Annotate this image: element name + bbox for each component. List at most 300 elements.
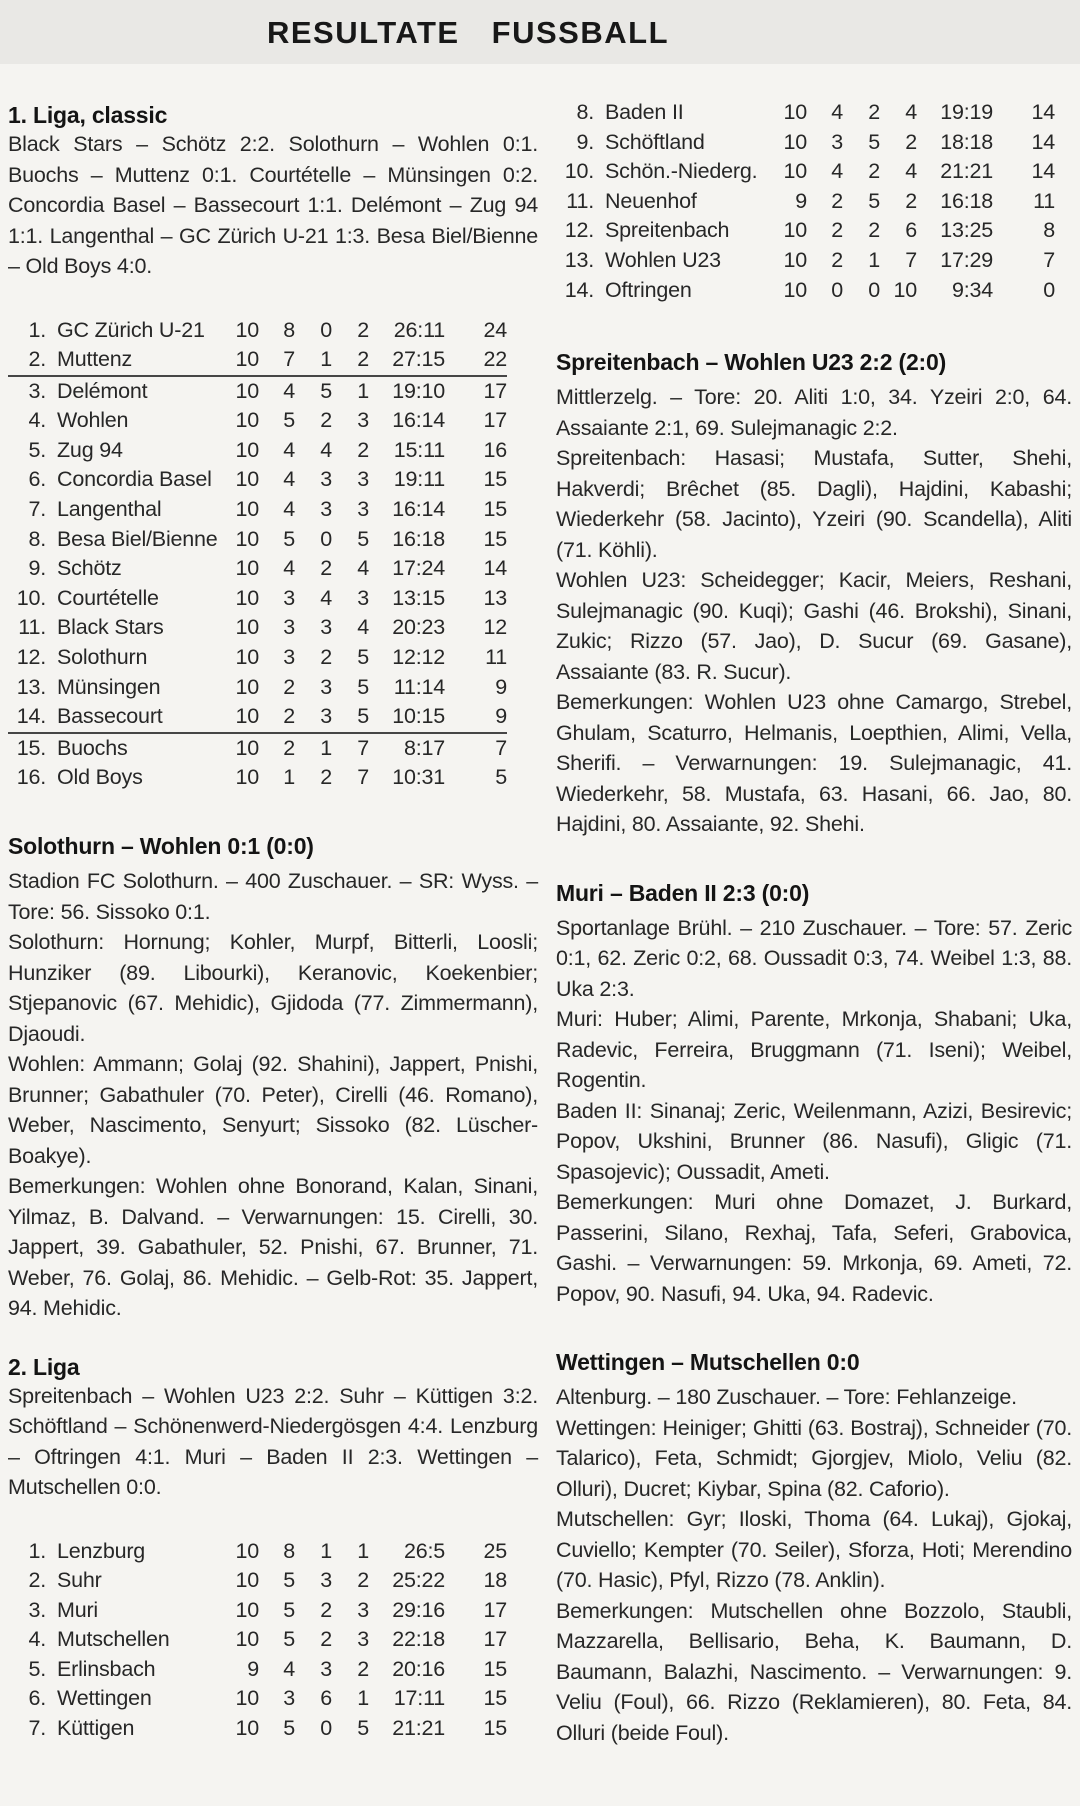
draws-cell: 0 <box>320 526 332 551</box>
rank-cell: 9. <box>28 556 46 581</box>
games-cell: 10 <box>235 408 259 433</box>
wins-cell: 3 <box>283 615 295 640</box>
goals-cell: 26:5 <box>403 1538 445 1563</box>
table-row <box>8 702 507 734</box>
standings-table-2-liga-top <box>8 1537 507 1744</box>
games-cell: 10 <box>235 437 259 462</box>
rank-cell: 9. <box>576 129 594 154</box>
wins-cell: 4 <box>283 378 295 403</box>
points-cell: 15 <box>483 497 507 522</box>
match-heading-muri-baden-ii: Muri – Baden II 2:3 (0:0) <box>556 879 810 906</box>
losses-cell: 2 <box>357 437 369 462</box>
match-report-paragraph: Altenburg. – 180 Zuschauer. – Tore: Fehlanzeige. <box>556 1385 1017 1410</box>
points-cell: 9 <box>495 674 507 699</box>
points-cell: 7 <box>1043 247 1055 272</box>
rank-cell: 12. <box>564 218 594 243</box>
goals-cell: 16:14 <box>392 497 445 522</box>
points-cell: 15 <box>483 1716 507 1741</box>
draws-cell: 0 <box>320 1716 332 1741</box>
rank-cell: 3. <box>28 378 46 403</box>
wins-cell: 8 <box>283 1538 295 1563</box>
points-cell: 13 <box>483 585 507 610</box>
goals-cell: 20:23 <box>392 615 445 640</box>
points-cell: 8 <box>1043 218 1055 243</box>
goals-cell: 8:17 <box>403 735 445 760</box>
points-cell: 12 <box>483 615 507 640</box>
match-section-spreitenbach-wohlen-u23 <box>556 349 1072 840</box>
wins-cell: 5 <box>283 526 295 551</box>
draws-cell: 2 <box>320 645 332 670</box>
goals-cell: 26:11 <box>393 317 445 342</box>
games-cell: 10 <box>235 674 259 699</box>
goals-cell: 12:12 <box>392 645 445 670</box>
match-heading-wettingen-mutschellen: Wettingen – Mutschellen 0:0 <box>556 1349 860 1376</box>
draws-cell: 3 <box>320 467 332 492</box>
losses-cell: 1 <box>357 378 369 403</box>
rank-cell: 13. <box>16 674 46 699</box>
wins-cell: 4 <box>283 437 295 462</box>
team-cell: Neuenhof <box>605 188 697 213</box>
games-cell: 10 <box>235 615 259 640</box>
goals-cell: 19:11 <box>393 467 445 492</box>
goals-cell: 25:22 <box>392 1568 445 1593</box>
team-cell: GC Zürich U-21 <box>57 317 205 342</box>
losses-cell: 5 <box>357 526 369 551</box>
table-row <box>8 316 507 346</box>
match-report-paragraph: Muri: Huber; Alimi, Parente, Mrkonja, Shabani; Uka, Radevic, Ferreira, Bruggmann (71. Iseni); Weibel, Rogentin. <box>556 1007 1072 1093</box>
rank-cell: 6. <box>28 1686 46 1711</box>
table-row <box>556 128 1055 158</box>
wins-cell: 7 <box>283 347 295 372</box>
page-title: RESULTATE FUSSBALL <box>266 15 670 50</box>
rank-cell: 3. <box>28 1597 46 1622</box>
rank-cell: 7. <box>28 497 46 522</box>
games-cell: 10 <box>235 1716 259 1741</box>
games-cell: 10 <box>235 765 259 790</box>
wins-cell: 4 <box>831 100 843 124</box>
games-cell: 10 <box>235 497 259 522</box>
games-cell: 10 <box>235 1627 259 1652</box>
rank-cell: 11. <box>566 188 594 213</box>
wins-cell: 0 <box>831 277 843 302</box>
wins-cell: 3 <box>283 1686 295 1711</box>
goals-cell: 17:29 <box>940 247 993 272</box>
losses-cell: 7 <box>905 247 917 272</box>
standings-table-1-liga <box>8 316 507 794</box>
points-cell: 24 <box>483 317 507 342</box>
losses-cell: 3 <box>357 1627 369 1652</box>
goals-cell: 10:31 <box>392 765 445 790</box>
games-cell: 10 <box>783 218 807 243</box>
goals-cell: 19:19 <box>940 100 993 124</box>
table-row <box>8 1684 507 1714</box>
rank-cell: 5. <box>28 437 46 462</box>
match-report-paragraph: Sportanlage Brühl. – 210 Zuschauer. – Tore: 57. Zeric 0:1, 62. Zeric 0:2, 68. Oussadit 0:3, 74. Weibel 1:3, 88. Uka 2:3. <box>556 915 1072 1001</box>
games-cell: 10 <box>235 526 259 551</box>
match-section-muri-baden-ii <box>556 880 1072 1310</box>
wins-cell: 4 <box>283 1656 295 1681</box>
goals-cell: 27:15 <box>392 347 445 372</box>
team-cell: Münsingen <box>57 674 161 699</box>
draws-cell: 1 <box>320 735 332 760</box>
match-heading-spreitenbach-wohlen-u23: Spreitenbach – Wohlen U23 2:2 (2:0) <box>556 349 947 376</box>
goals-cell: 16:18 <box>392 526 445 551</box>
goals-cell: 19:10 <box>392 378 445 403</box>
wins-cell: 2 <box>831 247 843 272</box>
rank-cell: 10. <box>564 159 594 184</box>
losses-cell: 3 <box>357 1597 369 1622</box>
points-cell: 17 <box>483 1597 507 1622</box>
goals-cell: 11:14 <box>393 674 445 699</box>
wins-cell: 4 <box>283 497 295 522</box>
goals-cell: 16:18 <box>940 188 993 213</box>
match-report-paragraph: Stadion FC Solothurn. – 400 Zuschauer. – SR: Wyss. – Tore: 56. Sissoko 0:1. <box>8 869 538 924</box>
goals-cell: 13:25 <box>940 218 993 243</box>
points-cell: 14 <box>1031 100 1055 124</box>
points-cell: 17 <box>483 378 507 403</box>
rank-cell: 1. <box>28 1538 46 1563</box>
goals-cell: 17:24 <box>392 556 445 581</box>
losses-cell: 5 <box>357 1716 369 1741</box>
wins-cell: 4 <box>283 467 295 492</box>
draws-cell: 2 <box>320 556 332 581</box>
goals-cell: 22:18 <box>392 1627 445 1652</box>
goals-cell: 10:15 <box>392 704 445 729</box>
games-cell: 10 <box>235 1597 259 1622</box>
section-heading-1-liga: 1. Liga, classic <box>8 102 168 128</box>
games-cell: 10 <box>235 735 259 760</box>
draws-cell: 3 <box>320 615 332 640</box>
goals-cell: 17:11 <box>393 1686 445 1711</box>
match-report-paragraph: Solothurn: Hornung; Kohler, Murpf, Bitterli, Loosli; Hunziker (89. Libourki), Keranovic, Koekenbier; Stjepanovic (67. Mehidic), Gjidoda (77. Zimmermann), Djaoudi. <box>8 930 538 1046</box>
table-row <box>8 1714 507 1744</box>
match-report-paragraph: Wohlen: Ammann; Golaj (92. Shahini), Jappert, Pnishi, Brunner; Gabathuler (70. Peter), Cirelli (46. Romano), Weber, Nascimento, Senyurt; Sissoko (82. Lüscher-Boakye). <box>8 1052 538 1168</box>
table-row <box>8 584 507 614</box>
table-row <box>8 406 507 436</box>
match-section-wettingen-mutschellen <box>556 1349 1072 1748</box>
table-row <box>8 1655 507 1685</box>
wins-cell: 4 <box>283 556 295 581</box>
losses-cell: 5 <box>357 704 369 729</box>
wins-cell: 8 <box>283 317 295 342</box>
team-cell: Lenzburg <box>57 1538 146 1563</box>
games-cell: 10 <box>235 556 259 581</box>
losses-cell: 6 <box>905 218 917 243</box>
goals-cell: 21:21 <box>392 1716 445 1741</box>
match-report-paragraph: Bemerkungen: Mutschellen ohne Bozzolo, Staubli, Mazzarella, Bellisario, Beha, K. Baumann, D. Baumann, Balazhi, Nascimento. – Verwarnungen: 9. Veliu (Foul), 66. Rizzo (Reklamieren), 80. Feta, 84. Olluri (beide Foul). <box>556 1598 1072 1745</box>
goals-cell: 29:16 <box>392 1597 445 1622</box>
points-cell: 18 <box>483 1568 507 1593</box>
draws-cell: 3 <box>320 1568 332 1593</box>
team-cell: Schötz <box>57 556 122 581</box>
table-row <box>8 465 507 495</box>
games-cell: 10 <box>235 378 259 403</box>
team-cell: Concordia Basel <box>57 467 212 492</box>
games-cell: 10 <box>783 129 807 154</box>
table-row <box>8 554 507 584</box>
points-cell: 11 <box>485 645 507 670</box>
losses-cell: 2 <box>357 347 369 372</box>
points-cell: 14 <box>1031 159 1055 184</box>
games-cell: 10 <box>235 645 259 670</box>
table-row <box>8 613 507 643</box>
wins-cell: 5 <box>283 1716 295 1741</box>
left-column <box>8 88 538 1744</box>
goals-cell: 9:34 <box>951 277 993 302</box>
games-cell: 10 <box>235 317 259 342</box>
team-cell: Mutschellen <box>57 1627 170 1652</box>
draws-cell: 5 <box>868 188 880 213</box>
match-report-paragraph: Wettingen: Heiniger; Ghitti (63. Bostraj), Schneider (70. Talarico), Feta, Schmidt; Gjorgjev, Miolo, Veliu (82. Olluri), Ducret; Kiybar, Spina (82. Caforio). <box>556 1415 1072 1501</box>
team-cell: Zug 94 <box>57 437 123 462</box>
team-cell: Langenthal <box>57 497 162 522</box>
points-cell: 15 <box>483 526 507 551</box>
wins-cell: 5 <box>283 1568 295 1593</box>
rank-cell: 4. <box>28 408 46 433</box>
team-cell: Delémont <box>57 378 148 403</box>
team-cell: Black Stars <box>57 615 164 640</box>
rank-cell: 2. <box>28 1568 46 1593</box>
rank-cell: 14. <box>564 277 594 302</box>
losses-cell: 7 <box>357 765 369 790</box>
points-cell: 22 <box>483 347 507 372</box>
games-cell: 10 <box>783 100 807 124</box>
points-cell: 15 <box>483 1686 507 1711</box>
team-cell: Erlinsbach <box>57 1656 156 1681</box>
table-row <box>556 246 1055 276</box>
losses-cell: 2 <box>905 188 917 213</box>
losses-cell: 3 <box>357 408 369 433</box>
wins-cell: 2 <box>831 188 843 213</box>
games-cell: 10 <box>235 467 259 492</box>
losses-cell: 1 <box>357 1538 369 1563</box>
match-report-paragraph: Mittlerzelg. – Tore: 20. Aliti 1:0, 34. Yzeiri 2:0, 64. Assaiante 2:1, 69. Sulejmanagic 2:2. <box>556 385 1072 440</box>
points-cell: 14 <box>1031 129 1055 154</box>
draws-cell: 1 <box>868 247 880 272</box>
team-cell: Courtételle <box>57 585 159 610</box>
games-cell: 10 <box>235 1568 259 1593</box>
games-cell: 9 <box>247 1656 259 1681</box>
rank-cell: 11. <box>18 615 46 640</box>
team-cell: Wohlen <box>57 408 129 433</box>
table-row <box>8 643 507 673</box>
points-cell: 14 <box>483 556 507 581</box>
rank-cell: 8. <box>576 100 594 124</box>
team-cell: Solothurn <box>57 645 148 670</box>
team-cell: Wohlen U23 <box>605 247 721 272</box>
games-cell: 10 <box>783 277 807 302</box>
rank-cell: 7. <box>28 1716 46 1741</box>
points-cell: 25 <box>483 1538 507 1563</box>
rank-cell: 14. <box>16 704 46 729</box>
team-cell: Muri <box>57 1597 99 1622</box>
table-row <box>8 1625 507 1655</box>
draws-cell: 0 <box>868 277 880 302</box>
team-cell: Schöftland <box>605 129 705 154</box>
points-cell: 17 <box>483 408 507 433</box>
points-cell: 16 <box>483 437 507 462</box>
rank-cell: 13. <box>564 247 594 272</box>
draws-cell: 5 <box>868 129 880 154</box>
team-cell: Bassecourt <box>57 704 163 729</box>
table-row <box>8 734 507 764</box>
team-cell: Suhr <box>57 1568 102 1593</box>
standings-table-2-liga-bottom <box>556 98 1055 305</box>
team-cell: Muttenz <box>57 347 133 372</box>
wins-cell: 3 <box>283 645 295 670</box>
table-row <box>556 216 1055 246</box>
losses-cell: 5 <box>357 674 369 699</box>
draws-cell: 4 <box>320 585 332 610</box>
table-row <box>8 495 507 525</box>
losses-cell: 3 <box>357 497 369 522</box>
table-row <box>8 436 507 466</box>
rank-cell: 6. <box>28 467 46 492</box>
draws-cell: 0 <box>320 317 332 342</box>
table-row <box>8 763 507 793</box>
match-heading-solothurn-wohlen: Solothurn – Wohlen 0:1 (0:0) <box>8 833 314 859</box>
draws-cell: 3 <box>320 704 332 729</box>
table-row <box>8 1596 507 1626</box>
match-report-paragraph: Bemerkungen: Wohlen U23 ohne Camargo, Strebel, Ghulam, Scaturro, Helmanis, Loepthien, Alimi, Vella, Sherifi. – Verwarnungen: 19. Sulejmanagic, 41. Wiederkehr, 58. Mustafa, 63. Hasani, 66. Jao, 80. Hajdini, 80. Assaiante, 92. Shehi. <box>556 690 1072 837</box>
losses-cell: 3 <box>357 467 369 492</box>
losses-cell: 1 <box>357 1686 369 1711</box>
draws-cell: 3 <box>320 674 332 699</box>
wins-cell: 2 <box>831 218 843 243</box>
games-cell: 10 <box>235 704 259 729</box>
results-summary-1-liga: Black Stars – Schötz 2:2. Solothurn – Wohlen 0:1. Buochs – Muttenz 0:1. Courtételle – Münsingen 0:2. Concordia Basel – Bassecourt 1:1. Delémont – Zug 94 1:1. Langenthal – GC Zürich U-21 1:3. Besa Biel/Bienne – Old Boys 4:0. <box>8 132 538 278</box>
points-cell: 9 <box>495 704 507 729</box>
table-row <box>556 157 1055 187</box>
team-cell: Baden II <box>605 100 684 124</box>
match-report-paragraph: Baden II: Sinanaj; Zeric, Weilenmann, Azizi, Besirevic; Popov, Ukshini, Brunner (86. Nasufi), Gligic (71. Spasojevic); Oussadit, Ameti. <box>556 1098 1072 1184</box>
page-banner <box>0 0 1080 64</box>
points-cell: 17 <box>483 1627 507 1652</box>
match-report-paragraph: Mutschellen: Gyr; Iloski, Thoma (64. Lukaj), Gjokaj, Cuviello; Kempter (70. Seiler), Sforza, Hoti; Merendino (70. Hasic), Pfyl, Rizzo (78. Anklin). <box>556 1507 1072 1593</box>
wins-cell: 5 <box>283 1627 295 1652</box>
draws-cell: 2 <box>320 1627 332 1652</box>
games-cell: 10 <box>783 247 807 272</box>
results-summary-2-liga: Spreitenbach – Wohlen U23 2:2. Suhr – Küttigen 3:2. Schöftland – Schönenwerd-Niedergösgen 4:4. Lenzburg – Oftringen 4:1. Muri – Baden II 2:3. Wettingen – Mutschellen 0:0. <box>8 1383 538 1499</box>
points-cell: 15 <box>483 467 507 492</box>
wins-cell: 3 <box>831 129 843 154</box>
match-report-paragraph: Wohlen U23: Scheidegger; Kacir, Meiers, Reshani, Sulejmanagic (90. Kuqi); Gashi (46. Brokshi), Sinani, Zukic; Rizzo (57. Jao), D. Sucur (69. Gasane), Assaiante (83. R. Sucur). <box>556 568 1072 684</box>
draws-cell: 5 <box>320 378 332 403</box>
match-report-paragraph: Spreitenbach: Hasasi; Mustafa, Sutter, Shehi, Hakverdi; Brêchet (85. Dagli), Hajdini, Kabashi; Wiederkehr (58. Jacinto), Yzeiri (90. Scandella), Aliti (71. Köhli). <box>556 446 1072 562</box>
games-cell: 10 <box>235 347 259 372</box>
team-cell: Schön.-Niederg. <box>605 159 758 184</box>
rank-cell: 8. <box>28 526 46 551</box>
points-cell: 0 <box>1043 277 1055 302</box>
table-row <box>556 187 1055 217</box>
rank-cell: 12. <box>16 645 46 670</box>
rank-cell: 2. <box>28 347 46 372</box>
losses-cell: 4 <box>905 159 917 184</box>
draws-cell: 3 <box>320 497 332 522</box>
wins-cell: 5 <box>283 1597 295 1622</box>
table-row <box>8 1537 507 1567</box>
wins-cell: 3 <box>283 585 295 610</box>
goals-cell: 15:11 <box>393 437 445 462</box>
team-cell: Wettingen <box>57 1686 152 1711</box>
right-column <box>556 88 1072 1748</box>
rank-cell: 5. <box>28 1656 46 1681</box>
points-cell: 5 <box>495 765 507 790</box>
losses-cell: 4 <box>905 100 917 124</box>
team-cell: Besa Biel/Bienne <box>57 526 218 551</box>
draws-cell: 2 <box>320 408 332 433</box>
draws-cell: 2 <box>868 218 880 243</box>
wins-cell: 2 <box>283 674 295 699</box>
points-cell: 11 <box>1033 188 1055 213</box>
games-cell: 10 <box>235 1686 259 1711</box>
table-row <box>556 276 1055 306</box>
losses-cell: 2 <box>905 129 917 154</box>
team-cell: Old Boys <box>57 765 143 790</box>
games-cell: 9 <box>795 188 807 213</box>
table-row <box>8 525 507 555</box>
losses-cell: 10 <box>893 277 917 302</box>
goals-cell: 16:14 <box>392 408 445 433</box>
rank-cell: 16. <box>16 765 46 790</box>
goals-cell: 13:15 <box>392 585 445 610</box>
rank-cell: 1. <box>28 317 46 342</box>
team-cell: Küttigen <box>57 1716 135 1741</box>
goals-cell: 18:18 <box>940 129 993 154</box>
losses-cell: 7 <box>357 735 369 760</box>
draws-cell: 2 <box>868 159 880 184</box>
wins-cell: 2 <box>283 735 295 760</box>
team-cell: Spreitenbach <box>605 218 730 243</box>
draws-cell: 6 <box>320 1686 332 1711</box>
table-row <box>8 673 507 703</box>
wins-cell: 1 <box>283 765 295 790</box>
match-report-paragraph: Bemerkungen: Wohlen ohne Bonorand, Kalan, Sinani, Yilmaz, B. Dalvand. – Verwarnungen: 15. Cirelli, 30. Jappert, 39. Gabathuler, 52. Pnishi, 67. Brunner, 71. Weber, 76. Golaj, 86. Mehidic. – Gelb-Rot: 35. Jappert, 94. Mehidic. <box>8 1174 538 1320</box>
draws-cell: 2 <box>868 100 880 124</box>
draws-cell: 1 <box>320 347 332 372</box>
losses-cell: 2 <box>357 317 369 342</box>
table-row <box>8 377 507 407</box>
match-report-paragraph: Bemerkungen: Muri ohne Domazet, J. Burkard, Passerini, Silano, Rexhaj, Tafa, Seferi, Grabovica, Gashi. – Verwarnungen: 59. Mrkonja, 69. Ameti, 72. Popov, 90. Nasufi, 94. Uka, 94. Radevic. <box>556 1190 1072 1306</box>
goals-cell: 21:21 <box>940 159 993 184</box>
rank-cell: 15. <box>16 735 46 760</box>
points-cell: 15 <box>483 1656 507 1681</box>
draws-cell: 2 <box>320 765 332 790</box>
losses-cell: 4 <box>357 615 369 640</box>
table-row <box>8 345 507 377</box>
rank-cell: 4. <box>28 1627 46 1652</box>
losses-cell: 2 <box>357 1656 369 1681</box>
points-cell: 7 <box>495 735 507 760</box>
games-cell: 10 <box>783 159 807 184</box>
losses-cell: 2 <box>357 1568 369 1593</box>
team-cell: Buochs <box>57 735 128 760</box>
draws-cell: 2 <box>320 1597 332 1622</box>
losses-cell: 4 <box>357 556 369 581</box>
games-cell: 10 <box>235 585 259 610</box>
draws-cell: 4 <box>320 437 332 462</box>
wins-cell: 5 <box>283 408 295 433</box>
table-row <box>8 1566 507 1596</box>
draws-cell: 3 <box>320 1656 332 1681</box>
losses-cell: 5 <box>357 645 369 670</box>
rank-cell: 10. <box>16 585 46 610</box>
wins-cell: 4 <box>831 159 843 184</box>
goals-cell: 20:16 <box>392 1656 445 1681</box>
table-row <box>556 98 1055 128</box>
wins-cell: 2 <box>283 704 295 729</box>
losses-cell: 3 <box>357 585 369 610</box>
